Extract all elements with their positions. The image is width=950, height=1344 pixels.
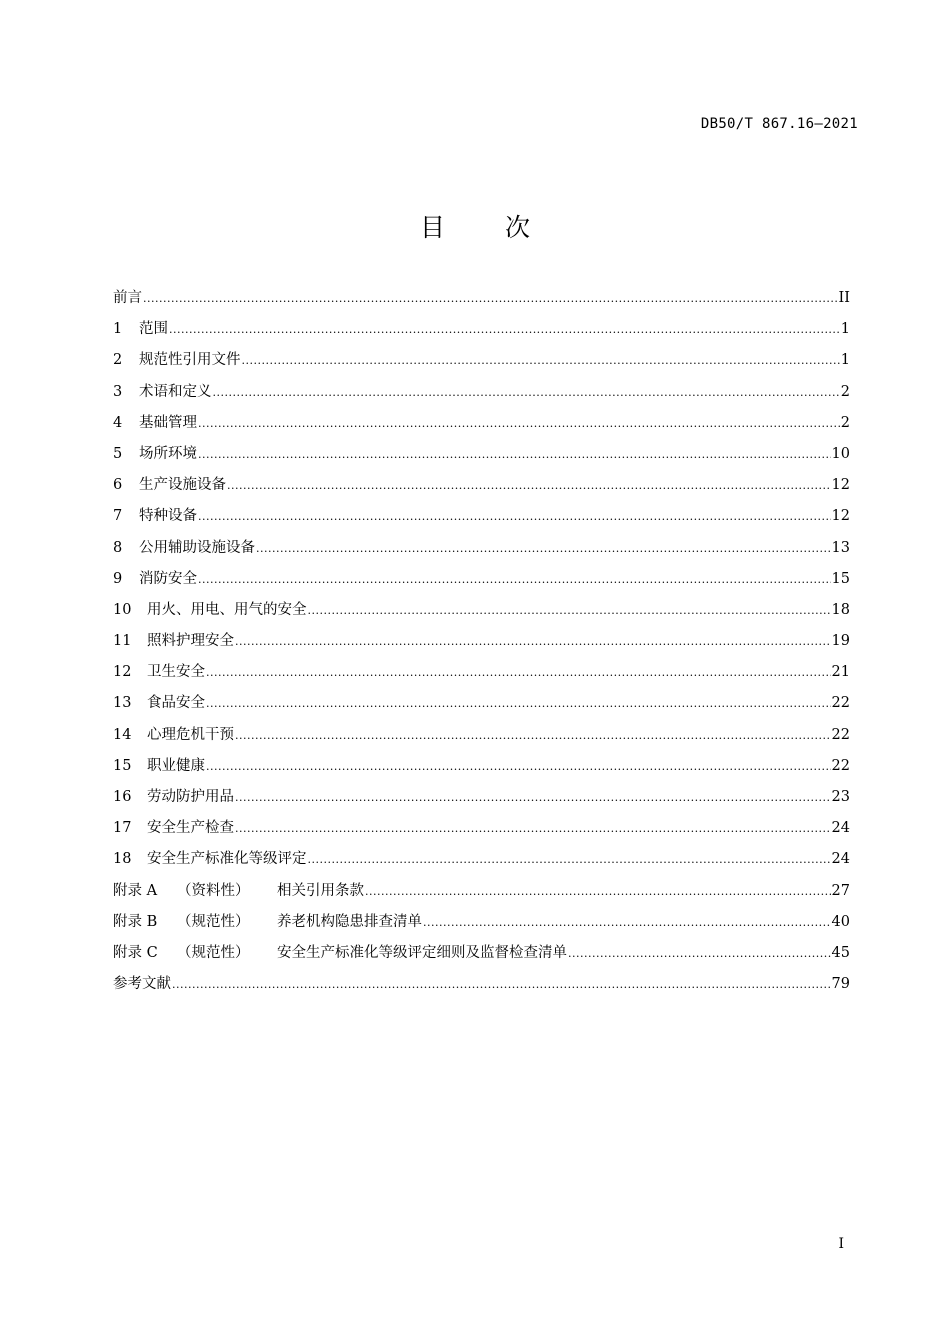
toc-entry-page: 23 <box>831 789 850 805</box>
toc-entry-title: 食品安全 <box>147 695 205 712</box>
toc-entry-page: 1 <box>840 321 850 338</box>
toc-references-entry[interactable] <box>113 972 850 1003</box>
dot-leader <box>198 573 831 586</box>
title-char: 次 <box>504 213 530 242</box>
toc-entry[interactable] <box>113 629 850 660</box>
toc-entry[interactable] <box>113 442 850 473</box>
annex-label: 附录 C <box>113 944 158 961</box>
toc-entry-page: 18 <box>831 601 850 618</box>
toc-entry[interactable] <box>113 754 850 785</box>
toc-entry-page: 15 <box>831 570 850 587</box>
toc-entry-title: 劳动防护用品 <box>147 789 234 805</box>
toc-entry-page: 2 <box>840 414 850 431</box>
toc-entry[interactable] <box>113 816 850 847</box>
toc-entry[interactable] <box>113 504 850 535</box>
toc-entry[interactable] <box>113 785 850 816</box>
toc-entry-title: 范围 <box>139 321 168 338</box>
annex-page: 27 <box>831 882 850 899</box>
dot-leader <box>235 822 831 835</box>
toc-entry-title: 用火、用电、用气的安全 <box>147 601 307 618</box>
annex-title: 安全生产标准化等级评定细则及监督检查清单 <box>277 944 567 961</box>
dot-leader <box>206 666 831 679</box>
toc-entry-page: 22 <box>831 726 850 743</box>
toc-entry[interactable] <box>113 691 850 722</box>
dot-leader <box>169 323 840 336</box>
dot-leader <box>308 853 831 866</box>
toc-entry[interactable] <box>113 598 850 629</box>
dot-leader <box>365 885 831 898</box>
toc-entry-number: 4 <box>113 414 123 431</box>
toc-entry-page: 21 <box>831 664 850 681</box>
toc-entry-number: 11 <box>113 633 132 650</box>
toc-entry-page: 24 <box>831 851 850 868</box>
toc-entry[interactable] <box>113 286 850 317</box>
toc-entry[interactable] <box>113 847 850 878</box>
annex-label: 附录 B <box>113 913 158 930</box>
toc-entry-title: 消防安全 <box>139 570 197 587</box>
dot-leader <box>308 604 831 617</box>
dot-leader <box>568 947 831 960</box>
toc-annex-entry[interactable] <box>113 879 850 910</box>
annex-title: 相关引用条款 <box>277 882 364 899</box>
annex-label: 附录 A <box>113 882 158 899</box>
dot-leader <box>172 978 831 991</box>
table-of-contents <box>113 286 850 1003</box>
dot-leader <box>143 292 838 305</box>
toc-entry-number: 13 <box>113 695 132 712</box>
toc-entry-title: 特种设备 <box>139 508 197 525</box>
page-number: I <box>838 1236 844 1252</box>
toc-entry-title: 公用辅助设施设备 <box>139 539 255 556</box>
toc-entry-title: 卫生安全 <box>147 664 205 681</box>
dot-leader <box>198 510 831 523</box>
toc-entry-title: 安全生产标准化等级评定 <box>147 851 307 868</box>
standard-number: DB50/T 867.16—2021 <box>700 116 858 132</box>
toc-entry[interactable] <box>113 411 850 442</box>
toc-entry-number: 17 <box>113 820 132 837</box>
dot-leader <box>242 354 840 367</box>
toc-entry[interactable] <box>113 317 850 348</box>
toc-entry-number: 10 <box>113 601 132 618</box>
dot-leader <box>198 417 840 430</box>
toc-entry-page: 12 <box>831 477 850 494</box>
toc-entry-number: 14 <box>113 726 132 743</box>
annex-kind: （资料性） <box>177 882 250 899</box>
annex-page: 40 <box>831 913 850 930</box>
toc-annex-entry[interactable] <box>113 941 850 972</box>
toc-entry-page: 1 <box>840 352 850 369</box>
annex-title: 养老机构隐患排查清单 <box>277 913 422 930</box>
toc-entry-page: 2 <box>840 383 850 400</box>
toc-entry-page: 10 <box>831 445 850 462</box>
toc-entry-number: 9 <box>113 570 123 587</box>
toc-entry-number: 1 <box>113 321 123 338</box>
dot-leader <box>206 697 831 710</box>
toc-entry-number: 3 <box>113 383 123 400</box>
annex-page: 45 <box>831 944 850 961</box>
toc-entry-number: 18 <box>113 851 132 868</box>
toc-entry-number: 2 <box>113 352 123 369</box>
toc-annex-entry[interactable] <box>113 910 850 941</box>
toc-entry-title: 照料护理安全 <box>147 633 234 650</box>
toc-entry-number: 16 <box>113 789 132 805</box>
toc-entry-page: 13 <box>831 539 850 556</box>
toc-entry-number: 8 <box>113 539 123 556</box>
dot-leader <box>213 386 840 399</box>
toc-entry-title: 生产设施设备 <box>139 477 226 494</box>
toc-entry-title: 术语和定义 <box>139 383 212 400</box>
toc-entry-number: 15 <box>113 757 132 774</box>
references-page: 79 <box>831 976 850 993</box>
references-title: 参考文献 <box>113 976 171 993</box>
toc-entry[interactable] <box>113 723 850 754</box>
toc-entry-number: 6 <box>113 477 123 494</box>
toc-entry-number: 7 <box>113 508 123 525</box>
toc-entry-number: 5 <box>113 445 123 462</box>
toc-entry-title: 前言 <box>113 290 142 306</box>
annex-kind: （规范性） <box>177 944 250 961</box>
toc-entry-title: 基础管理 <box>139 414 197 431</box>
dot-leader <box>235 729 831 742</box>
dot-leader <box>235 791 831 804</box>
toc-entry[interactable] <box>113 536 850 567</box>
dot-leader <box>198 448 831 461</box>
toc-entry[interactable] <box>113 380 850 411</box>
toc-entry[interactable] <box>113 473 850 504</box>
toc-entry-title: 安全生产检查 <box>147 820 234 837</box>
toc-entry-title: 规范性引用文件 <box>139 352 241 369</box>
toc-entry-page: 22 <box>831 695 850 712</box>
toc-entry-number: 12 <box>113 664 132 681</box>
dot-leader <box>256 542 831 555</box>
toc-entry-page: 22 <box>831 757 850 774</box>
toc-entry-page: 12 <box>831 508 850 525</box>
dot-leader <box>235 635 831 648</box>
dot-leader <box>206 760 831 773</box>
toc-entry-page: II <box>838 290 850 306</box>
dot-leader <box>227 479 831 492</box>
title-char: 目 <box>420 213 446 242</box>
page-title <box>0 208 950 244</box>
toc-entry-title: 心理危机干预 <box>147 726 234 743</box>
toc-entry[interactable] <box>113 567 850 598</box>
annex-kind: （规范性） <box>177 913 250 930</box>
dot-leader <box>423 916 831 929</box>
toc-entry-page: 19 <box>831 633 850 650</box>
toc-entry[interactable] <box>113 660 850 691</box>
toc-entry-page: 24 <box>831 820 850 837</box>
toc-entry[interactable] <box>113 348 850 379</box>
toc-entry-title: 职业健康 <box>147 757 205 774</box>
toc-entry-title: 场所环境 <box>139 445 197 462</box>
